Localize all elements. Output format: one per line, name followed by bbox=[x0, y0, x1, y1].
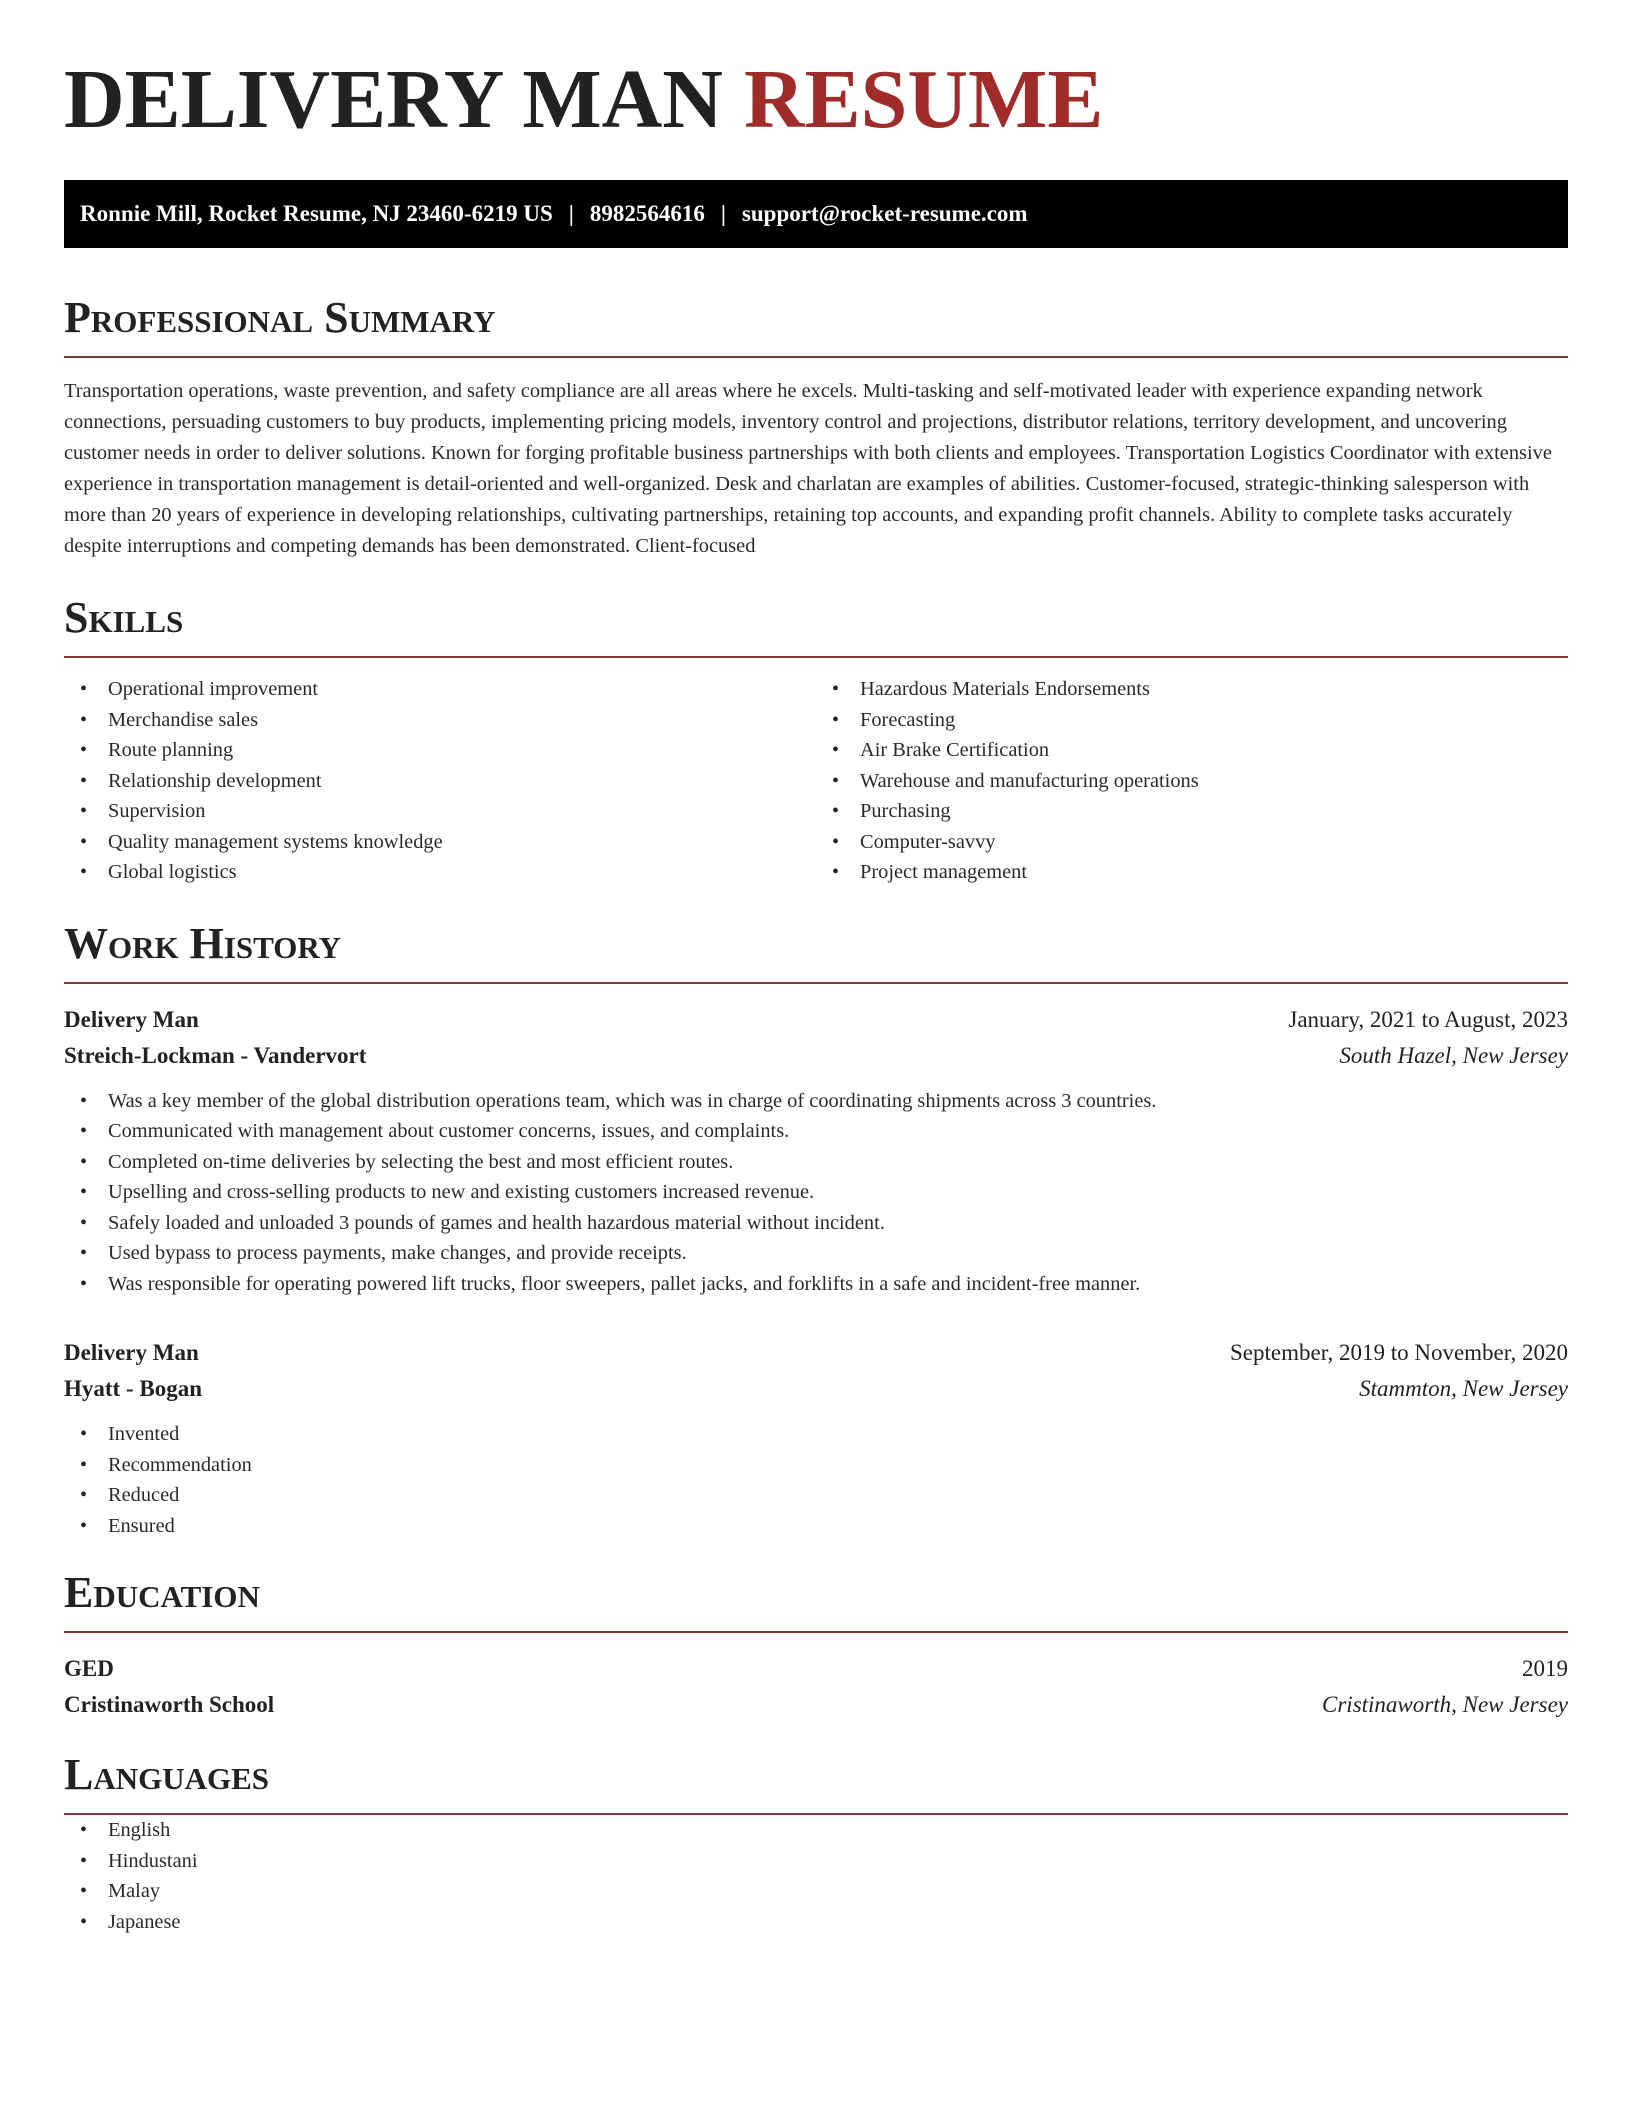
skill-item: • Air Brake Certification bbox=[816, 735, 1568, 766]
skill-item: • Project management bbox=[816, 857, 1568, 888]
job-entry bbox=[64, 1335, 1568, 1541]
language-item: • Hindustani bbox=[64, 1846, 1568, 1877]
job-header-row bbox=[64, 1335, 1568, 1371]
education-heading: Education bbox=[64, 1571, 1568, 1633]
language-item: • Japanese bbox=[64, 1907, 1568, 1938]
job-title: Delivery Man bbox=[64, 1340, 199, 1365]
skill-item: • Quality management systems knowledge bbox=[64, 827, 816, 858]
education-header-row bbox=[64, 1651, 1568, 1687]
summary-text: Transportation operations, waste prevention, and safety compliance are all areas where he excels. Multi-tasking and self-motivated leader with experience expanding network connections, persuading customers to buy products, implementing pricing models, inventory control and projections, distributor relations, territory development, and uncovering customer needs in order to deliver solutions. Known for forging profitable business partnerships with both clients and employees. Transportation Logistics Coordinator with extensive experience in transportation management is detail-oriented and well-organized. Desk and charlatan are examples of abilities. Customer-focused, strategic-thinking salesperson with more than 20 years of experience in developing relationships, cultivating partnerships, retaining top accounts, and expanding profit channels. Ability to complete tasks accurately despite interruptions and competing demands has been demonstrated. Client-focused bbox=[64, 380, 1552, 557]
contact-separator: | bbox=[568, 201, 574, 226]
languages-list bbox=[64, 1815, 1568, 1937]
work-history-heading: Work History bbox=[64, 922, 1568, 984]
job-dates: September, 2019 to November, 2020 bbox=[1230, 1340, 1568, 1365]
skill-item: • Global logistics bbox=[64, 857, 816, 888]
skills-list-right bbox=[816, 674, 1568, 888]
job-location: South Hazel, New Jersey bbox=[1339, 1042, 1568, 1068]
skills-list-left bbox=[64, 674, 816, 888]
education-subheader-row bbox=[64, 1687, 1568, 1723]
contact-separator: | bbox=[720, 201, 726, 226]
job-bullet: • Upselling and cross-selling products to new and existing customers increased revenue. bbox=[64, 1177, 1568, 1208]
job-bullet: • Ensured bbox=[64, 1511, 1568, 1542]
contact-address: Ronnie Mill, Rocket Resume, NJ 23460-6219 US bbox=[80, 201, 553, 226]
job-bullet: • Recommendation bbox=[64, 1450, 1568, 1481]
languages-section bbox=[64, 1750, 1568, 1937]
job-title: Delivery Man bbox=[64, 1006, 199, 1032]
education-location: Cristinaworth, New Jersey bbox=[1322, 1692, 1568, 1717]
skills-grid bbox=[64, 674, 1568, 888]
job-bullet: • Communicated with management about customer concerns, issues, and complaints. bbox=[64, 1116, 1568, 1147]
job-bullet: • Invented bbox=[64, 1419, 1568, 1450]
skill-item: • Relationship development bbox=[64, 766, 816, 797]
skill-item: • Computer-savvy bbox=[816, 827, 1568, 858]
job-dates: January, 2021 to August, 2023 bbox=[1288, 1006, 1568, 1032]
skill-item: • Operational improvement bbox=[64, 674, 816, 705]
skills-section bbox=[64, 593, 1568, 888]
job-bullets bbox=[64, 1086, 1568, 1300]
contact-phone[interactable]: 8982564616 bbox=[589, 201, 705, 226]
job-bullet: • Safely loaded and unloaded 3 pounds of games and health hazardous material without incident. bbox=[64, 1208, 1568, 1239]
job-bullet: • Was a key member of the global distribution operations team, which was in charge of coordinating shipments across 3 countries. bbox=[64, 1086, 1568, 1117]
skill-item: • Hazardous Materials Endorsements bbox=[816, 674, 1568, 705]
job-bullet: • Completed on-time deliveries by selecting the best and most efficient routes. bbox=[64, 1147, 1568, 1178]
job-header-row bbox=[64, 1002, 1568, 1038]
skill-item: • Purchasing bbox=[816, 796, 1568, 827]
job-company: Streich-Lockman - Vandervort bbox=[64, 1042, 367, 1068]
summary-heading: Professional Summary bbox=[64, 296, 1568, 358]
summary-section bbox=[64, 293, 1568, 562]
job-bullet: • Reduced bbox=[64, 1480, 1568, 1511]
skills-heading: Skills bbox=[64, 596, 1568, 658]
job-company: Hyatt - Bogan bbox=[64, 1376, 202, 1401]
contact-email[interactable]: support@rocket-resume.com bbox=[741, 201, 1028, 226]
resume-title bbox=[64, 53, 1568, 146]
job-location: Stammton, New Jersey bbox=[1359, 1376, 1568, 1401]
languages-heading: Languages bbox=[64, 1753, 1568, 1815]
job-entry bbox=[64, 1002, 1568, 1300]
job-bullet: • Used bypass to process payments, make changes, and provide receipts. bbox=[64, 1238, 1568, 1269]
skill-item: • Supervision bbox=[64, 796, 816, 827]
education-school: Cristinaworth School bbox=[64, 1692, 275, 1717]
education-section bbox=[64, 1568, 1568, 1723]
education-entry bbox=[64, 1651, 1568, 1723]
title-main: DELIVERY MAN bbox=[64, 53, 723, 146]
contact-bar bbox=[64, 180, 1568, 248]
education-degree: GED bbox=[64, 1656, 114, 1681]
skill-item: • Merchandise sales bbox=[64, 705, 816, 736]
language-item: • Malay bbox=[64, 1876, 1568, 1907]
language-item: • English bbox=[64, 1815, 1568, 1846]
job-subheader-row bbox=[64, 1371, 1568, 1407]
job-subheader-row bbox=[64, 1038, 1568, 1074]
work-history-section bbox=[64, 918, 1568, 1542]
skill-item: • Route planning bbox=[64, 735, 816, 766]
education-year: 2019 bbox=[1522, 1656, 1568, 1681]
skill-item: • Forecasting bbox=[816, 705, 1568, 736]
skill-item: • Warehouse and manufacturing operations bbox=[816, 766, 1568, 797]
title-accent: RESUME bbox=[743, 53, 1104, 146]
job-bullet: • Was responsible for operating powered lift trucks, floor sweepers, pallet jacks, and forklifts in a safe and incident-free manner. bbox=[64, 1269, 1568, 1300]
job-bullets bbox=[64, 1419, 1568, 1541]
